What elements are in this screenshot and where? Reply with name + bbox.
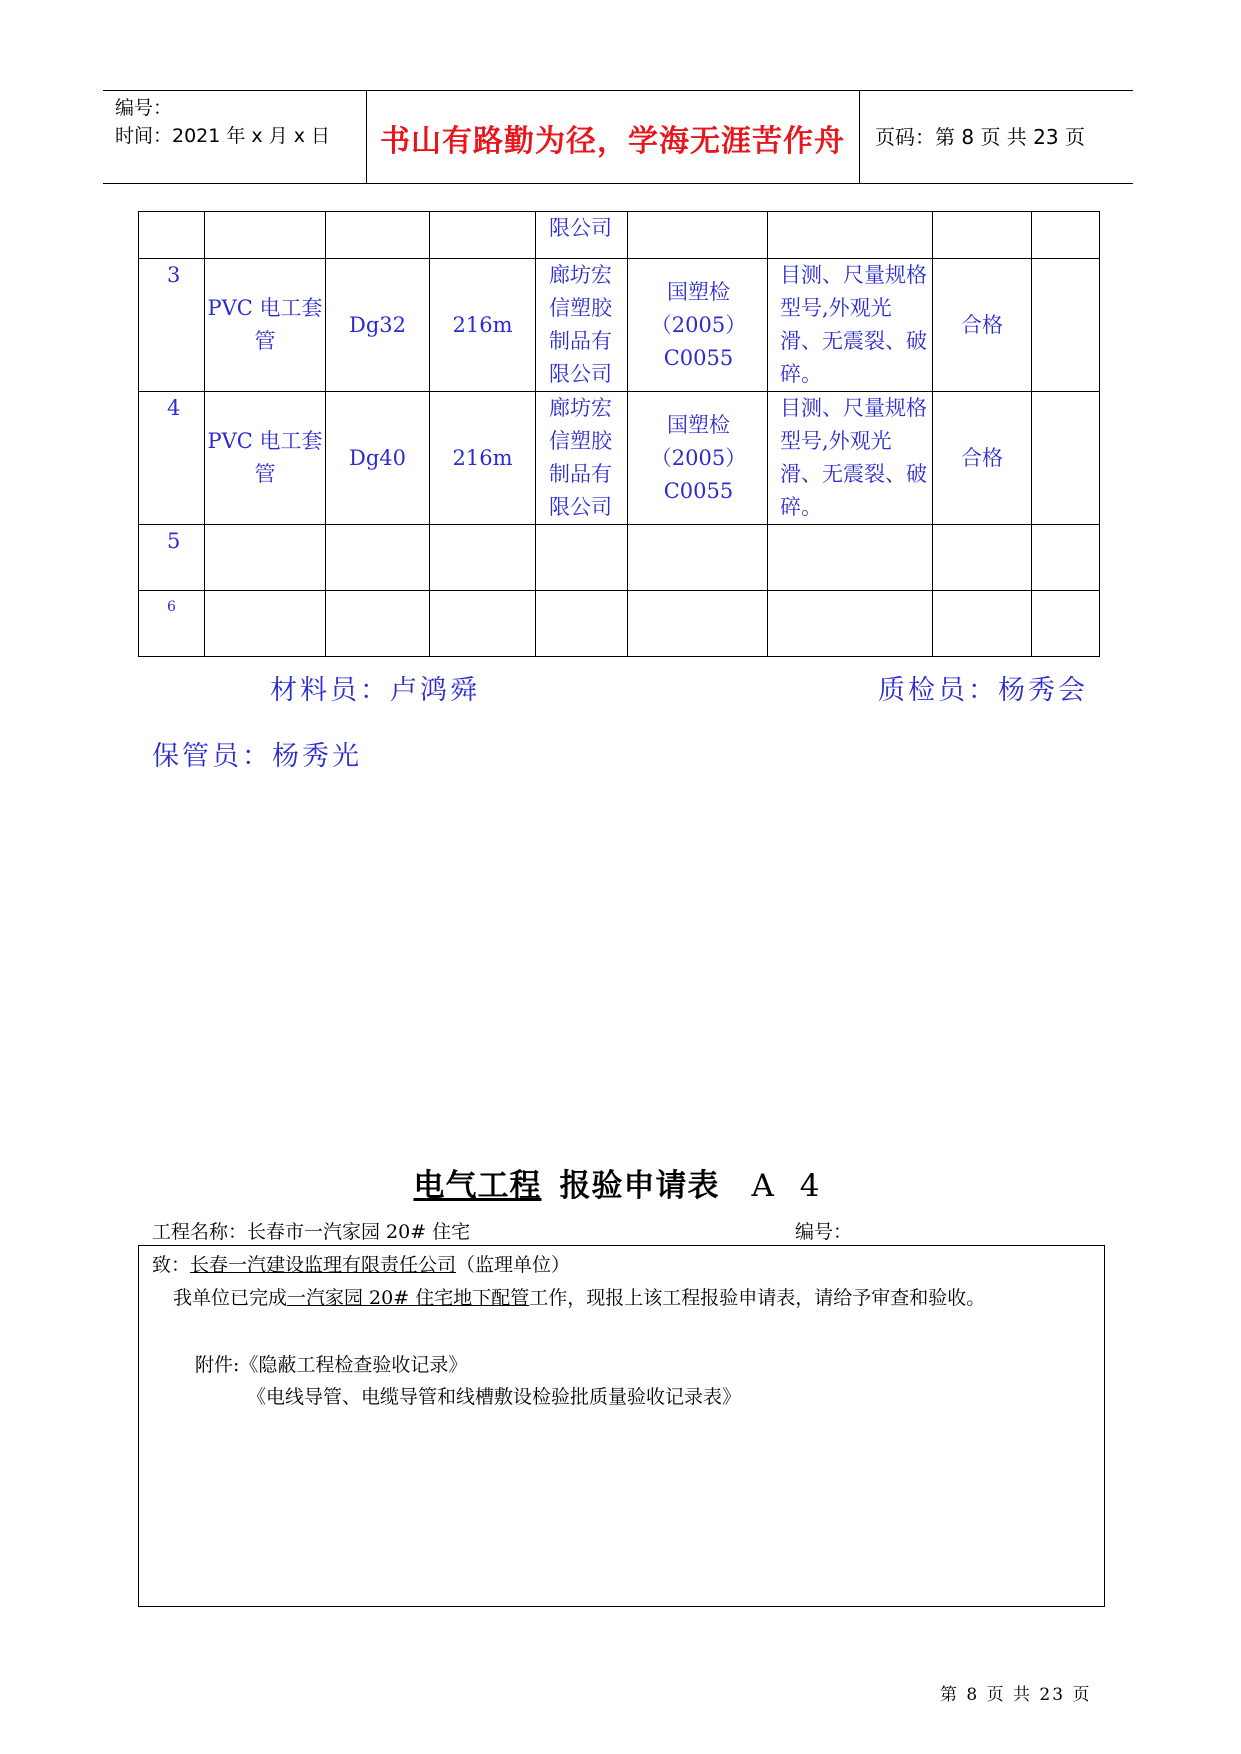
cert-number: 国塑检（2005）C0055 [628, 392, 768, 525]
row-index: 6 [139, 591, 205, 657]
row-index [139, 212, 205, 259]
form-number-label: 编号： [795, 1221, 853, 1243]
material-spec [326, 212, 430, 259]
addressee-prefix: 致： [152, 1254, 191, 1276]
motto: 书山有路勤为径，学海无涯苦作舟 [380, 124, 845, 159]
table-row [139, 591, 1100, 657]
inspection-method [768, 525, 933, 591]
remark [1032, 591, 1100, 657]
material-qty [430, 525, 536, 591]
manufacturer [536, 525, 628, 591]
remark [1032, 525, 1100, 591]
cert-number [628, 212, 768, 259]
addressee-suffix: （监理单位） [456, 1254, 571, 1276]
material-spec: Dg40 [326, 392, 430, 525]
row-index: 3 [139, 259, 205, 392]
material-name: PVC 电工套管 [205, 259, 326, 392]
body-prefix: 我单位已完成 [173, 1287, 288, 1309]
inspection-method [768, 591, 933, 657]
manufacturer: 廊坊宏信塑胶制品有限公司 [536, 259, 628, 392]
application-box [138, 1245, 1105, 1607]
material-spec [326, 591, 430, 657]
material-qty: 216m [430, 259, 536, 392]
material-qty: 216m [430, 392, 536, 525]
manufacturer: 限公司 [536, 212, 628, 259]
material-qty [430, 591, 536, 657]
material-qty [430, 212, 536, 259]
material-spec [326, 525, 430, 591]
table-row [139, 212, 1100, 259]
supervision-unit: 长春一汽建设监理有限责任公司 [190, 1254, 457, 1276]
inspection-result: 合格 [933, 392, 1032, 525]
inspector-signature: 质检员：杨秀会 [878, 675, 1088, 706]
attachment-1: 附件:《隐蔽工程检查验收记录》 [195, 1354, 468, 1376]
page-footer: 第 8 页 共 23 页 [940, 1685, 1092, 1705]
keeper-signature: 保管员：杨秀光 [152, 741, 362, 772]
addressee-line [152, 1250, 570, 1277]
table-row [139, 525, 1100, 591]
row-index: 5 [139, 525, 205, 591]
inspection-method [768, 212, 933, 259]
header-left-cell [103, 91, 367, 183]
material-name [205, 525, 326, 591]
remark [1032, 212, 1100, 259]
completed-work: 一汽家园 20# 住宅地下配管 [287, 1287, 530, 1309]
cert-number: 国塑检（2005）C0055 [628, 259, 768, 392]
manufacturer: 廊坊宏信塑胶制品有限公司 [536, 392, 628, 525]
project-name: 工程名称：长春市一汽家园 20# 住宅 [152, 1221, 471, 1243]
table-row [139, 392, 1100, 525]
form-title [0, 1160, 1241, 1205]
manufacturer [536, 591, 628, 657]
table-row [139, 259, 1100, 392]
material-clerk-signature: 材料员：卢鸿舜 [270, 675, 480, 706]
form-title-discipline: 电气工程 [413, 1168, 542, 1204]
inspection-result [933, 591, 1032, 657]
header-motto-cell [366, 91, 860, 183]
inspection-method: 目测、尺量规格型号,外观光滑、无震裂、破碎。 [768, 392, 933, 525]
inspection-result [933, 212, 1032, 259]
remark [1032, 259, 1100, 392]
material-table [138, 211, 1100, 657]
form-title-name: 报验申请表 [559, 1168, 720, 1204]
page-header [103, 90, 1133, 184]
material-name: PVC 电工套管 [205, 392, 326, 525]
inspection-result [933, 525, 1032, 591]
serial-label: 编号： [115, 97, 173, 119]
material-spec: Dg32 [326, 259, 430, 392]
remark [1032, 392, 1100, 525]
inspection-result: 合格 [933, 259, 1032, 392]
material-name [205, 591, 326, 657]
cert-number [628, 591, 768, 657]
body-line [173, 1283, 985, 1310]
form-title-code: A 4 [751, 1168, 828, 1204]
cert-number [628, 525, 768, 591]
inspection-method: 目测、尺量规格型号,外观光滑、无震裂、破碎。 [768, 259, 933, 392]
attachment-2: 《电线导管、电缆导管和线槽敷设检验批质量验收记录表》 [247, 1386, 742, 1408]
row-index: 4 [139, 392, 205, 525]
material-name [205, 212, 326, 259]
time-label: 时间：2021 年 x 月 x 日 [115, 125, 331, 147]
header-page-label: 页码：第 8 页 共 23 页 [875, 125, 1085, 149]
body-suffix: 工作，现报上该工程报验申请表，请给予审查和验收。 [529, 1287, 986, 1309]
